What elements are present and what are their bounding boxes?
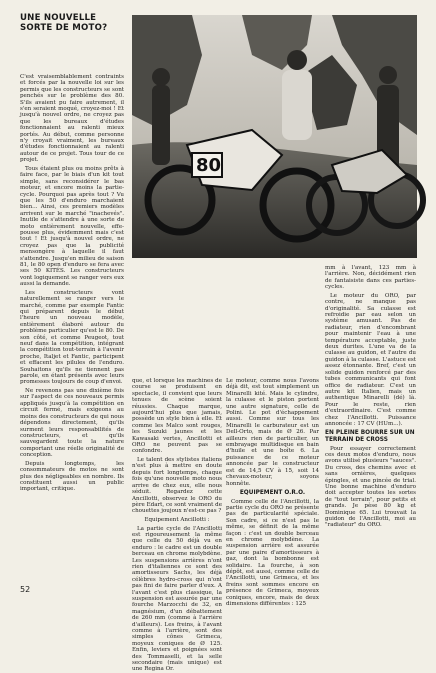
headline [20,13,124,33]
paragraph: Tous étaient plus ou moins prêts à faire face, par le biais d'un kit tout simple, sans reconsidérer le bas moteur, et encore moins la partie-cycle. Pourquoi pas après tout ? Vu que les 50 d'enduro marchaient bien... Ainsi, ces premiers modèles arrivent sur le marché "inachevés". Inutile de s'attendre à une sorte de moto entièrement nouvelle, effe-pousse plus, évidemment mais c'est tout ! Et jusqu'à nouvel ordre, ne croyez pas que la publicité mensongère à laquelle il faut s'attendre. Jusqu'en milieu de saison 81, le 80 open d'enduro se fera avec ses 50 KITÉS. Les constructeurs vont logiquement se ranger vers eux aussi la demande. [20,165,124,288]
subheading: EN PLEINE BOURRE SUR UN TERRAIN DE CROSS [325,430,415,443]
headline-line-2: SORTE DE MOTO? [20,23,108,33]
paragraph: Comme celle de l'Ancillotti, la partie cycle du ORO ne présente pas de particularité spéciale. Son cadre, si ce n'est pas le même, se définit de la même façon : c'est un double berceau en chrome molybdène. La suspension arrière est assurée par une paire d'amortisseurs à gaz, dont la bombonne est solidaire. La fourche, à son dépôt, est aussi, comme celle de l'Ancillotti, une Grimeca, et les freins sont sommes encore en présence de Grimeca, moyeux coniques, encore, mais de deux dimensions différentes : 125 [226,498,319,607]
article-column-2 [132,378,222,673]
page-number: 52 [20,585,31,594]
paragraph: C'est vraisemblablement contraints et forcés par la nouvelle loi sur les permis que les constructeurs se sont penchés sur le problème des 80. S'ils avaient pu faire autrement, il s'en seraient moqué, croyez-moi ! Et jusqu'à nouvel ordre, ne croyez pas que les bureaux d'études fonctionnaient au ralenti mieux portés. Au début, comme personne n'y croyait vraiment, les bureaux d'études fonctionnaient au ralenti autour de ce projet. Tous tour de ce projet. [20,74,124,164]
subheading: EQUIPEMENT O.R.O. [239,489,306,496]
paragraph: Le moteur, comme nous l'avons déjà dit, est tout simplement un Minarelli kité. Mais le cylindre, la culasse et le piston portent une autre signature, celle de Polini. Le pot d'échappement aussi. Comme sur tous les Minarelli le carburateur est un Dell-Orto, mais de Ø 26. Par ailleurs rien de particulier, un embrayage multidisque en bain d'huile et une boîte 6. La puissance de ce moteur annoncée par le constructeur est de 14,5 CV à 15, soit 14 chevaux-moteur, soyons honnête. [226,378,319,487]
paragraph: mm à l'avant, 123 mm à l'arrière. Non, décidément rien de fantaisiste dans ces parties-cycles. [325,265,416,291]
subheading: Equipement Ancillotti : [144,516,210,523]
article-column-4 [325,265,416,594]
paragraph: que, et lorsque les machines de course se produisent en spectacle, il convient que leurs tenues de scène soient réussies. Chaque marque, aujourd'hui plus que jamais, possède un style bien à elle. Et comme les Malco sont rouges, les Suzuki jaunes et les Kawasaki vertes, Ancillotti et ORO ne peuvent pas se confondre. [132,378,222,455]
race-number: 80 [196,155,222,176]
photo-illustration [132,15,417,258]
paragraph: Les constructeurs vont naturellement se ranger vers le marché, comme par exemple Fantic qui préparent depuis le début l'heure un nouveau modèle, entièrement élaboré autour du problème particulier qu'est le 80. De son côté, et comme Peugeot, tout neuf dans la compétition, intégrant la compétition tout-terrain à l'avenir proche, Italjet et Fantic, participent et effacent les pilules de l'enduro. Souhaitons qu'ils ne tiennent pas parole, en étant présents avec leurs promesses toujours de coup d'envoi. [20,289,124,386]
paragraph: Pour essayer correctement ces deux motos d'enduro, nous avons utilisé plusieurs "sauces". Du cross, des chemins avec et sans ornières, quelques épingles, et une pincée de trial. Une bonne machine d'enduro doit accepter toutes les sortes de "tout terrain", pour petits et grands. Je pèse 80 kg et Dominique 65. Lui trouvait la guidon de l'Ancillotti, moi au "radiateur" du ORO. [325,445,416,529]
paragraph: La partie cycle de l'Ancillotti est rigoureusement la même que celle du 50 déjà vu en enduro : le cadre est un double berceau en chrome molybdène. Les suspensions arrières n'ont rien d'italiennes ce sont des amortisseurs Sachs, les déjà célèbres hydro-cross qui n'ont pas fini de faire parler d'eux. A l'avant c'est plus classique, la suspension est assurée par une fourche Marzocchi de 32, en magnésium, d'un débattement de 260 mm (comme à l'arrière d'ailleurs). Les freins, à l'avant comme à l'arrière, sont des simples cônes Grimeca, moyeux coniques de Ø 125. Enfin, leviers et poignées sont des Tommaselli, et la selle secondaire (mais unique) est une Regina Or. [132,525,222,673]
paragraph: Ne revenons pas une dixième fois sur l'aspect de ces nouveaux permis appliqués jusqu'à la compétition en circuit fermé, mais exigeons au moins des constructeurs de qui nous dépendons directement, qu'ils surment leurs responsabilités de constructeurs, et qu'ils sauvegardent toute la nature comportant une réelle originalité de conception. [20,388,124,459]
paragraph: Depuis longtemps, les consommateurs de motos ne sont plus des négligeables en nombre. Ils constituent aussi un public important, critique. [20,460,124,493]
article-column-3 [226,378,319,607]
motorcycle-photo [132,15,417,258]
headline-line-1: UNE NOUVELLE [20,13,97,23]
paragraph: Le moteur du ORO, par contre, ne manque pas d'originalité. Sa culasse est refroidie par eau selon un système amusant. Pas de radiateur, rien d'encombrant pour maintenir l'eau à une température acceptable, juste deux durites. L'une va de la culasse au guidon, et l'autre du guidon à la culasse. L'astuce est assez étonnante. Bref, c'est un solide guidon renforcé par des tubes communicants qui font office de radiateur. C'est un autre kit Italien, mais un authentique Minarelli (dé) là. Pour le reste, rien d'extraordinaire. C'est comme chez l'Ancillotti. Puissance annoncée : 17 CV (HUm...). [325,292,416,427]
paragraph: Le talent des stylistes italiens n'est plus à mettre en doute depuis fort longtemps, chaque fois qu'une nouvelle moto nous arrive de chez eux, elle nous séduit. Regardez cette Ancillotti, observez le ORO du père Edart, ce sont vraiment de chouettes joujoux n'est-ce pas ? [132,457,222,515]
article-column-1 [20,74,124,594]
